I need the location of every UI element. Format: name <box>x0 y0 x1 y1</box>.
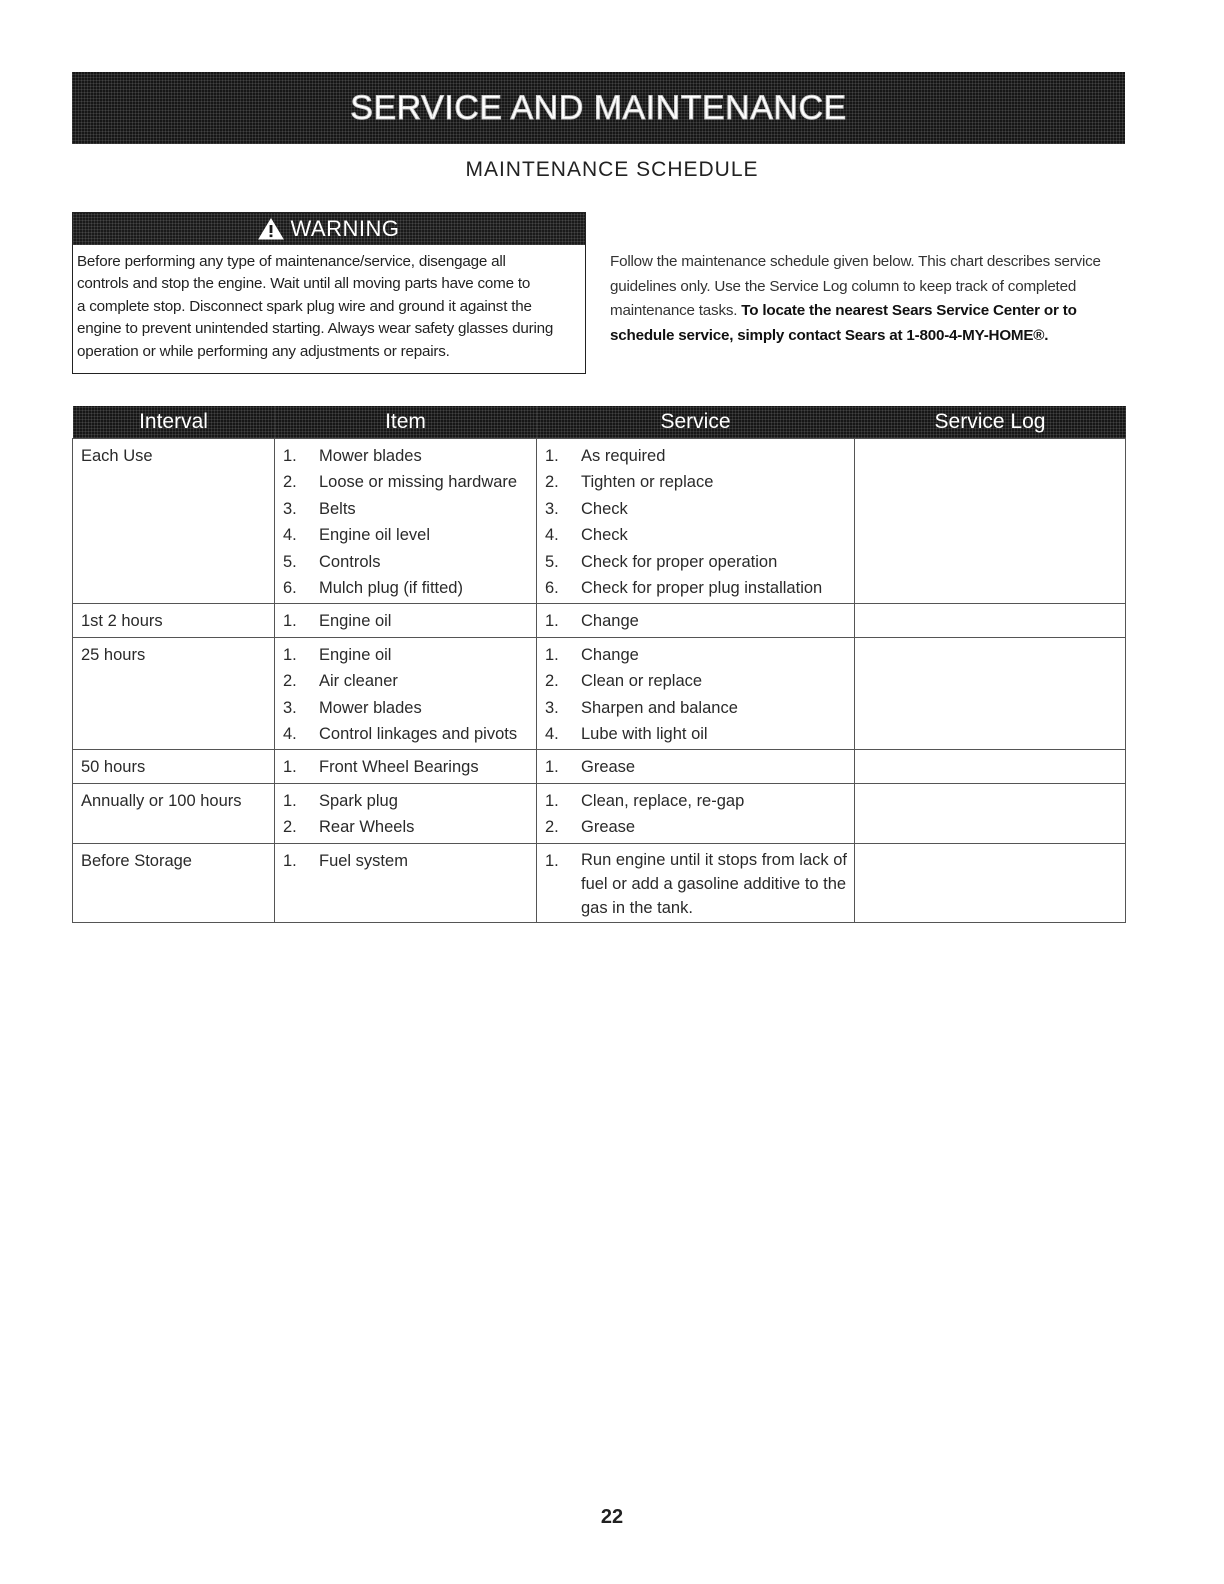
item-entry <box>283 788 530 814</box>
maintenance-table <box>72 406 1126 923</box>
item-entry <box>283 695 530 721</box>
entry-text: Control linkages and pivots <box>319 725 518 744</box>
entry-text: Fuel system <box>319 851 408 870</box>
header-service-log: Service Log <box>855 406 1126 439</box>
interval-cell: 25 hours <box>73 637 275 750</box>
entry-text: Check <box>581 499 628 518</box>
entry-number: 4. <box>283 725 297 744</box>
table-row <box>73 637 1126 750</box>
entry-number: 3. <box>283 698 297 717</box>
entry-text: Grease <box>581 818 636 837</box>
item-cell <box>275 604 537 637</box>
item-entry <box>283 848 530 874</box>
entry-text: Belts <box>319 499 356 518</box>
table-row <box>73 439 1126 604</box>
interval-cell: Before Storage <box>73 843 275 922</box>
entry-text: Engine oil <box>319 645 392 664</box>
entry-number: 1. <box>283 758 297 777</box>
entry-number: 4. <box>545 725 559 744</box>
item-entry <box>283 642 530 668</box>
entry-number: 2. <box>283 473 297 492</box>
intro-text: Follow the maintenance schedule given below. This chart describes service guidelines only. Use the Service Log column to keep track of completed maintenance tasks. <box>610 253 1101 319</box>
entry-number: 1. <box>545 758 559 777</box>
service-cell <box>537 783 855 843</box>
interval-cell: Annually or 100 hours <box>73 783 275 843</box>
entry-text: Engine oil level <box>319 526 430 545</box>
entry-text: As required <box>581 447 666 465</box>
service-log-cell <box>855 750 1126 783</box>
entry-number: 1. <box>283 645 297 664</box>
table-row <box>73 750 1126 783</box>
service-entry <box>545 443 848 469</box>
warning-title: WARNING <box>290 216 400 241</box>
service-log-cell <box>855 637 1126 750</box>
service-entry <box>545 642 848 668</box>
item-entry <box>283 608 530 634</box>
entry-text: Controls <box>319 552 381 571</box>
entry-number: 1. <box>545 791 559 810</box>
service-entry <box>545 575 848 601</box>
entry-text: Spark plug <box>319 791 398 810</box>
service-log-cell <box>855 783 1126 843</box>
entry-text: Lube with light oil <box>581 725 708 744</box>
service-log-cell <box>855 843 1126 922</box>
section-title: SERVICE AND MAINTENANCE <box>350 88 847 127</box>
intro-paragraph <box>610 250 1125 348</box>
service-entry <box>545 754 848 780</box>
entry-text: Change <box>581 612 639 631</box>
section-banner <box>72 72 1125 144</box>
item-entry <box>283 443 530 469</box>
page-number: 22 <box>600 1506 624 1528</box>
table-header-row <box>73 406 1126 439</box>
warning-text <box>73 245 585 363</box>
item-cell <box>275 750 537 783</box>
entry-number: 1. <box>283 447 297 465</box>
item-entry <box>283 496 530 522</box>
entry-number: 2. <box>545 818 559 837</box>
entry-text: Mower blades <box>319 447 422 465</box>
service-entry <box>545 788 848 814</box>
warning-line: engine to prevent unintended starting. Always wear safety glasses during <box>77 320 554 338</box>
entry-text: Loose or missing hardware <box>319 473 518 492</box>
entry-number: 2. <box>283 818 297 837</box>
header-interval: Interval <box>73 406 275 439</box>
entry-number: 6. <box>545 579 559 598</box>
table-row <box>73 843 1126 922</box>
service-entry <box>545 549 848 575</box>
page-subtitle: MAINTENANCE SCHEDULE <box>465 158 759 181</box>
header-item: Item <box>275 406 537 439</box>
entry-number: 1. <box>545 612 559 631</box>
entry-number: 6. <box>283 579 297 598</box>
entry-text: Clean or replace <box>581 672 703 691</box>
item-entry <box>283 754 530 780</box>
item-cell <box>275 843 537 922</box>
entry-text: Run engine until it stops from lack of fuel or add a gasoline additive to the gas in the tank. <box>581 850 847 917</box>
warning-box <box>72 212 586 374</box>
entry-number: 2. <box>545 473 559 492</box>
intro-contact-text: To locate the nearest Sears Service Center or to schedule service, simply contact Sears at 1-800-4-MY-HOME®. <box>610 302 1077 344</box>
service-entry <box>545 668 848 694</box>
service-log-cell <box>855 604 1126 637</box>
entry-text: Check for proper plug installation <box>581 579 823 598</box>
interval-cell: 1st 2 hours <box>73 604 275 637</box>
warning-line: controls and stop the engine. Wait until all moving parts have come to <box>77 275 531 293</box>
entry-text: Check <box>581 526 628 545</box>
entry-text: Rear Wheels <box>319 818 415 837</box>
service-entry <box>545 469 848 495</box>
item-entry <box>283 522 530 548</box>
table-row <box>73 604 1126 637</box>
entry-text: Clean, replace, re-gap <box>581 791 745 810</box>
service-cell <box>537 604 855 637</box>
entry-number: 1. <box>283 851 297 870</box>
item-entry <box>283 549 530 575</box>
entry-number: 1. <box>545 645 559 664</box>
entry-number: 1. <box>283 612 297 631</box>
item-entry <box>283 469 530 495</box>
service-cell <box>537 637 855 750</box>
entry-number: 3. <box>545 698 559 717</box>
service-entry <box>545 496 848 522</box>
item-entry <box>283 668 530 694</box>
entry-text: Grease <box>581 758 636 777</box>
service-entry <box>545 522 848 548</box>
entry-text: Sharpen and balance <box>581 698 738 717</box>
item-cell <box>275 783 537 843</box>
warning-header <box>73 213 585 245</box>
service-entry <box>545 721 848 747</box>
entry-number: 3. <box>283 499 297 518</box>
service-entry <box>545 608 848 634</box>
item-cell <box>275 637 537 750</box>
warning-line: a complete stop. Disconnect spark plug wire and ground it against the <box>77 297 532 315</box>
entry-number: 2. <box>283 672 297 691</box>
entry-text: Check for proper operation <box>581 552 778 571</box>
entry-number: 5. <box>545 552 559 571</box>
service-cell <box>537 843 855 922</box>
entry-text: Mulch plug (if fitted) <box>319 579 463 598</box>
service-entry <box>545 848 848 920</box>
entry-text: Engine oil <box>319 612 392 631</box>
entry-number: 1. <box>545 447 559 465</box>
entry-text: Change <box>581 645 639 664</box>
item-cell <box>275 439 537 604</box>
entry-number: 5. <box>283 552 297 571</box>
item-entry <box>283 575 530 601</box>
entry-number: 4. <box>545 526 559 545</box>
item-entry <box>283 721 530 747</box>
warning-line: Before performing any type of maintenance/service, disengage all <box>77 253 506 270</box>
interval-cell: 50 hours <box>73 750 275 783</box>
entry-number: 3. <box>545 499 559 518</box>
service-entry <box>545 695 848 721</box>
entry-text: Mower blades <box>319 698 422 717</box>
service-entry <box>545 814 848 840</box>
table-row <box>73 783 1126 843</box>
service-cell <box>537 439 855 604</box>
warning-triangle-icon <box>258 218 284 240</box>
warning-line: operation or while performing any adjustments or repairs. <box>77 342 450 360</box>
entry-number: 1. <box>545 851 559 870</box>
entry-text: Tighten or replace <box>581 473 714 492</box>
interval-cell: Each Use <box>73 439 275 604</box>
item-entry <box>283 814 530 840</box>
entry-number: 2. <box>545 672 559 691</box>
entry-text: Air cleaner <box>319 672 398 691</box>
entry-text: Front Wheel Bearings <box>319 758 479 777</box>
entry-number: 4. <box>283 526 297 545</box>
header-service: Service <box>537 406 855 439</box>
entry-number: 1. <box>283 791 297 810</box>
service-log-cell <box>855 439 1126 604</box>
service-cell <box>537 750 855 783</box>
